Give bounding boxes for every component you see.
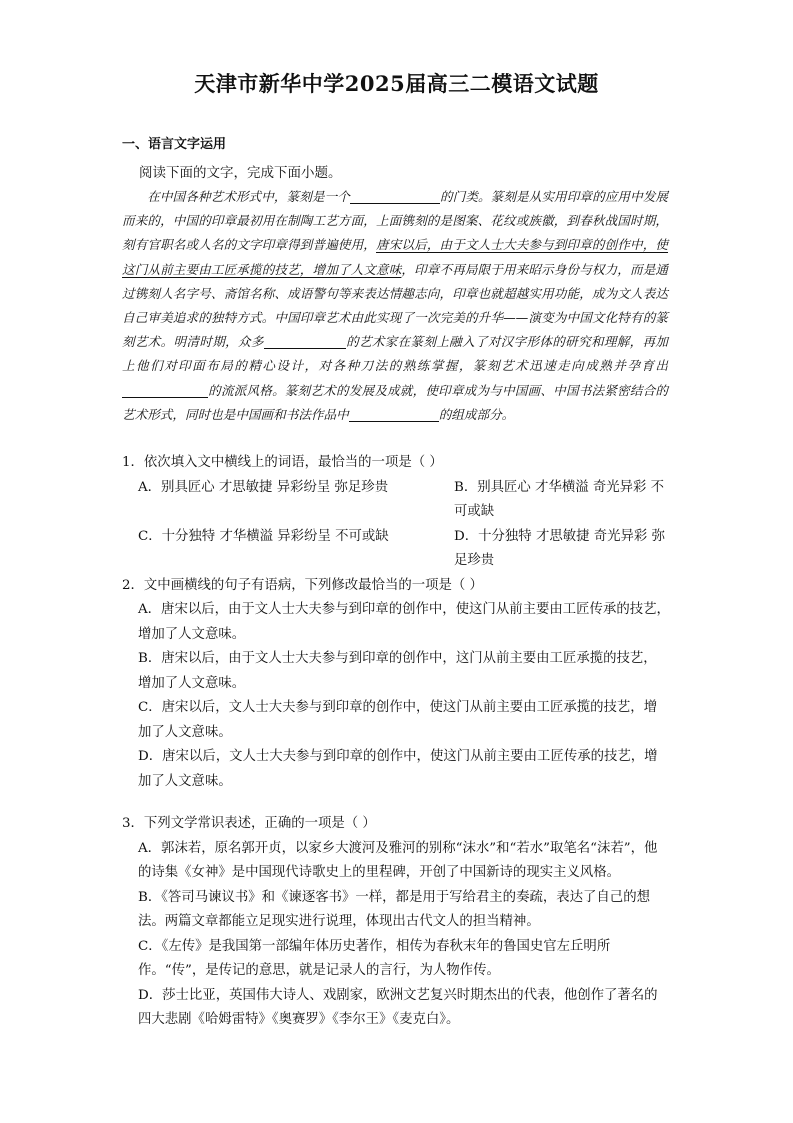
question-2 bbox=[122, 574, 670, 795]
option-b: B．唐宋以后，由于文人士大夫参与到印章的创作中，这门从前主要由工匠承揽的技艺，增加了人文意味。 bbox=[138, 651, 657, 691]
option-c: C．十分独特 才华横溢 异彩纷呈 不可或缺 bbox=[138, 528, 389, 544]
option-a: A．别具匠心 才思敏捷 异彩纷呈 弥足珍贵 bbox=[138, 479, 389, 495]
passage-text: ，印章不再局限于用来昭示身份与权力，而是通过镌刻人名字号、斋馆名称、成语警句等来表达情趣志向，印章也就超越实用功能，成为文人表达自己审美追求的独特方式。中国印章艺术由此实现了一次完美的升华——演变为中国文化特有的篆刻艺术。明清时期，众多 bbox=[122, 261, 669, 350]
option-d: D．唐宋以后，文人士大夫参与到印章的创作中，使这门从前主要由工匠传承的技艺，增加了人文意味。 bbox=[138, 749, 658, 789]
question-stem: 3．下列文学常识表述，正确的一项是（ ） bbox=[122, 816, 376, 831]
question-3 bbox=[122, 812, 670, 1033]
fill-blank-3 bbox=[122, 383, 208, 398]
passage-text: 的组成部分。 bbox=[438, 406, 515, 422]
passage-text: 的门类。篆刻是从实用印章的应用中发展而来的，中国的印章最初用在制陶工艺方面，上面镌刻的是图案、花纹或族徽，到春秋战国时期，刻有官职名或人名的文字印章得到普遍使用， bbox=[122, 189, 669, 253]
underlined-sentence: 唐宋以后，由于文人士大夫参与到印章的创作中，使这门从前主要由工匠承揽的技艺，增加了人文意味 bbox=[122, 237, 669, 277]
page-title: 天津市新华中学2025届高三二模语文试题 bbox=[194, 71, 599, 96]
option-c: C．唐宋以后，文人士大夫参与到印章的创作中，使这门从前主要由工匠承揽的技艺，增加了人文意味。 bbox=[138, 700, 658, 740]
passage-text: 在中国各种艺术形式中，篆刻是一个 bbox=[147, 189, 350, 204]
question-list bbox=[122, 451, 670, 1033]
option-b: B．《答司马谏议书》和《谏逐客书》一样，都是用于写给君主的奏疏，表达了自己的想法。两篇文章都能立足现实进行说理，体现出古代文人的担当精神。 bbox=[138, 889, 650, 929]
fill-blank-2 bbox=[264, 334, 346, 349]
option-a: A．唐宋以后，由于文人士大夫参与到印章的创作中，使这门从前主要由工匠传承的技艺，增加了人文意味。 bbox=[138, 602, 670, 642]
reading-instruction: 阅读下面的文字，完成下面小题。 bbox=[139, 165, 342, 181]
option-row bbox=[138, 476, 670, 525]
fill-blank-1 bbox=[350, 189, 440, 204]
option-row bbox=[138, 525, 670, 574]
section-heading: 一、语言文字运用 bbox=[122, 137, 227, 152]
option-d: D．十分独特 才思敏捷 奇光异彩 弥足珍贵 bbox=[454, 528, 665, 568]
reading-passage bbox=[122, 185, 668, 427]
option-d: D．莎士比亚，英国伟大诗人、戏剧家，欧洲文艺复兴时期杰出的代表，他创作了著名的四大悲剧《哈姆雷特》《奥赛罗》《李尔王》《麦克白》。 bbox=[138, 987, 658, 1027]
fill-blank-4 bbox=[349, 407, 439, 422]
question-stem: 1．依次填入文中横线上的词语，最恰当的一项是（ ） bbox=[122, 455, 443, 470]
option-c: C．《左传》是我国第一部编年体历史著作，相传为春秋末年的鲁国史官左丘明所作。“传”，是传记的意思，就是记录人的言行，为人物作传。 bbox=[138, 938, 611, 978]
question-1 bbox=[122, 451, 670, 574]
question-stem: 2．文中画横线的句子有语病，下列修改最恰当的一项是（ ） bbox=[122, 577, 483, 593]
spacer bbox=[122, 794, 670, 812]
passage-text: 的艺术家在篆刻上融入了对汉字形体的研究和理解，再加上他们对印面布局的精心设计，对各种刀法的熟练掌握，篆刻艺术迅速走向成熟并孕育出 bbox=[122, 334, 669, 374]
passage-text: 的流派风格。篆刻艺术的发展及成就，使印章成为与中国画、中国书法紧密结合的艺术形式，同时也是中国画和书法作品中 bbox=[122, 382, 668, 422]
passage-paragraph bbox=[122, 185, 668, 427]
option-b: B．别具匠心 才华横溢 奇光异彩 不可或缺 bbox=[454, 479, 665, 519]
option-a: A．郭沫若，原名郭开贞，以家乡大渡河及雅河的别称“沫水”和“若水”取笔名“沫若”，他的诗集《女神》是中国现代诗歌史上的里程碑，开创了中国新诗的现实主义风格。 bbox=[138, 840, 658, 880]
